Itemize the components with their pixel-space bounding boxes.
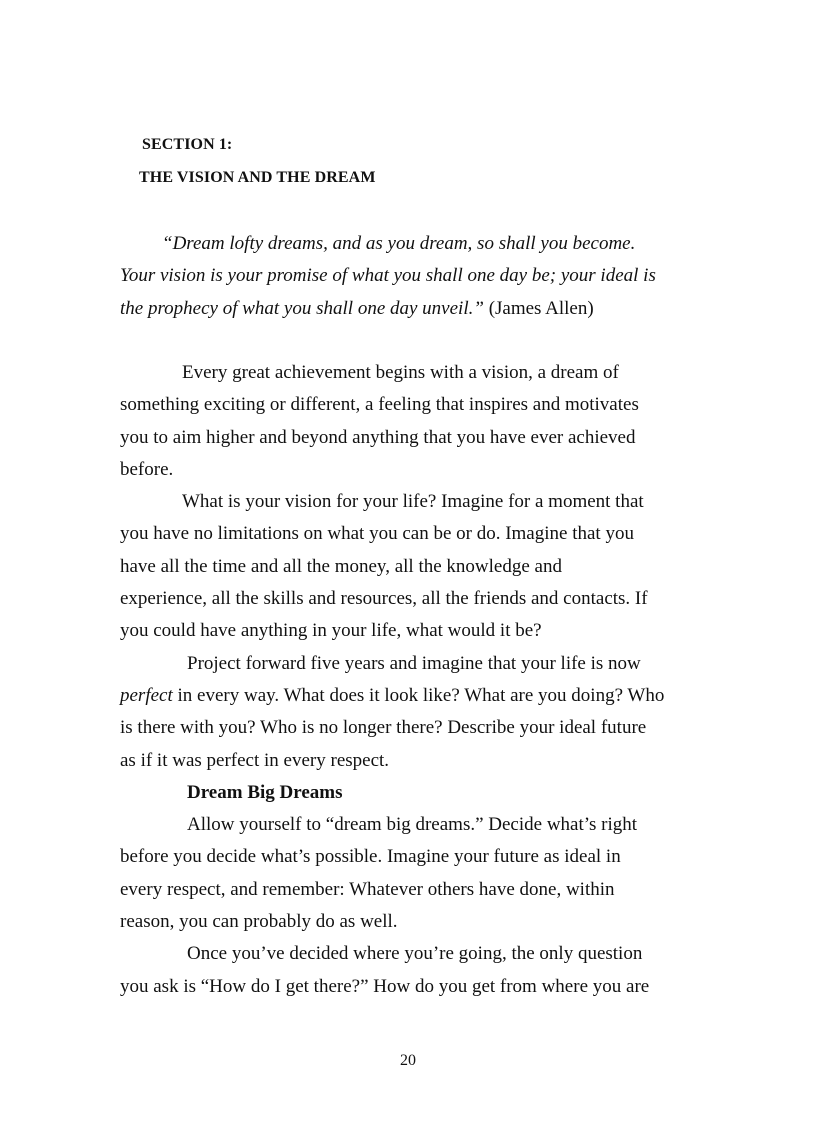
paragraph-2-line-5: you could have anything in your life, what would it be? <box>120 620 542 642</box>
quote-attribution: (James Allen) <box>483 297 594 319</box>
paragraph-4-line-2: before you decide what’s possible. Imagine your future as ideal in <box>120 846 621 868</box>
paragraph-4-line-3: every respect, and remember: Whatever others have done, within <box>120 878 615 900</box>
epigraph-quote <box>120 228 720 325</box>
section-label: SECTION 1: <box>142 136 233 153</box>
paragraph-1-line-2: something exciting or different, a feeling that inspires and motivates <box>120 394 639 416</box>
paragraph-1-line-3: you to aim higher and beyond anything that you have ever achieved <box>120 426 636 448</box>
quote-line-1: “Dream lofty dreams, and as you dream, so shall you become. <box>162 233 636 254</box>
subheading: Dream Big Dreams <box>187 781 343 803</box>
paragraph-5-line-1: Once you’ve decided where you’re going, the only question <box>187 943 643 965</box>
quote-line-3-italic: the prophecy of what you shall one day unveil.” <box>120 297 484 319</box>
paragraph-3-line-1: Project forward five years and imagine that your life is now <box>187 652 641 674</box>
paragraph-3-line-4: as if it was perfect in every respect. <box>120 749 390 771</box>
paragraph-2-line-4: experience, all the skills and resources, all the friends and contacts. If <box>120 588 648 610</box>
quote-line-3 <box>120 293 720 325</box>
paragraph-2-line-3: have all the time and all the money, all the knowledge and <box>120 555 562 577</box>
paragraph-1-line-4: before. <box>120 458 174 480</box>
section-title: THE VISION AND THE DREAM <box>139 169 376 186</box>
paragraph-5-line-2: you ask is “How do I get there?” How do you get from where you are <box>120 975 650 997</box>
paragraph-4-line-4: reason, you can probably do as well. <box>120 911 398 933</box>
paragraph-3-emphasis: perfect <box>120 684 173 706</box>
quote-line-2: Your vision is your promise of what you shall one day be; your ideal is <box>120 265 656 287</box>
paragraph-3-line-2 <box>120 680 720 712</box>
paragraph-4-line-1: Allow yourself to “dream big dreams.” Decide what’s right <box>187 814 638 836</box>
paragraph-2-line-2: you have no limitations on what you can be or do. Imagine that you <box>120 523 634 545</box>
body-text <box>120 357 720 1003</box>
paragraph-3-line-2-rest: in every way. What does it look like? What are you doing? Who <box>172 684 665 706</box>
paragraph-1-line-1: Every great achievement begins with a vision, a dream of <box>182 362 619 383</box>
paragraph-2-line-1: What is your vision for your life? Imagine for a moment that <box>182 491 644 513</box>
page-number: 20 <box>400 1052 416 1069</box>
paragraph-3-line-3: is there with you? Who is no longer there? Describe your ideal future <box>120 717 647 739</box>
